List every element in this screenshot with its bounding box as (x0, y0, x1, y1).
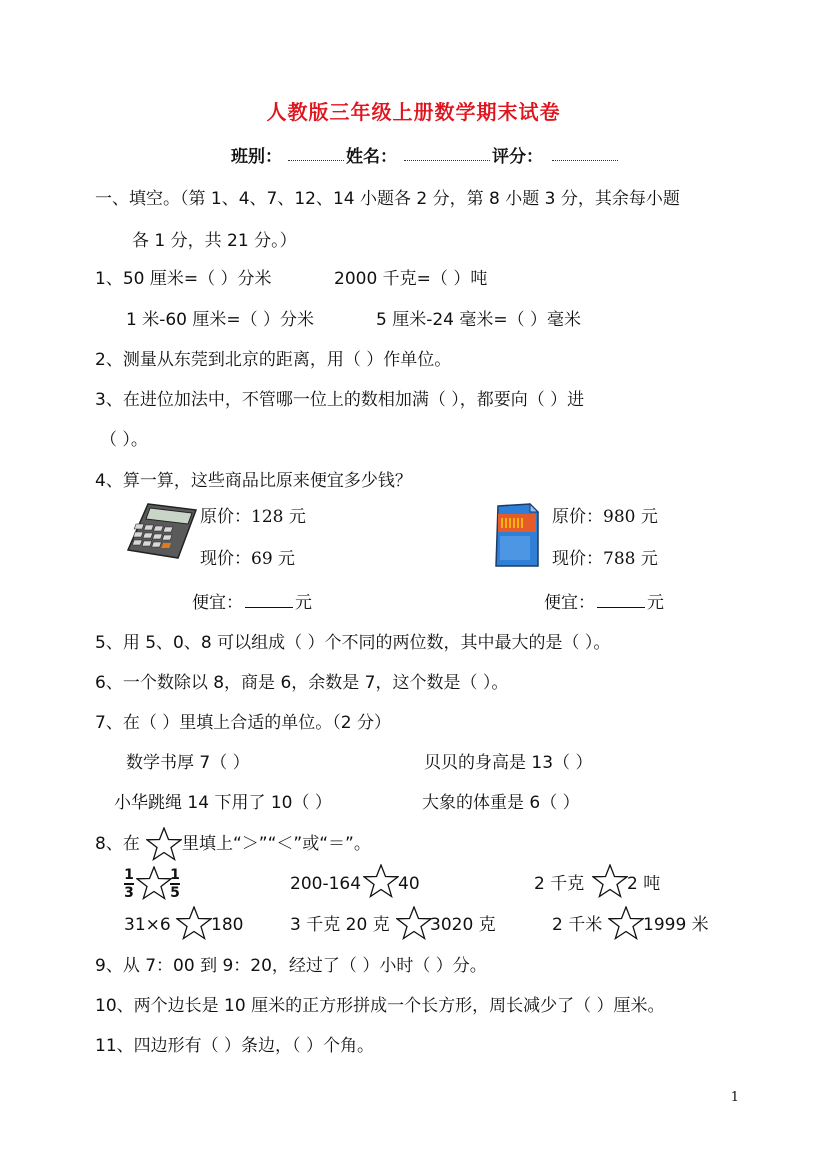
q7-part-c: 小华跳绳 14 下用了 10（ ） (114, 793, 332, 813)
section-heading: 一、填空。（第 1、4、7、12、14 小题各 2 分，第 8 小题 3 分，其余每小题 (95, 189, 680, 209)
q4-answer2-blank[interactable] (597, 593, 645, 608)
q5: 5、用 5、0、8 可以组成（ ）个不同的两位数，其中最大的是（ ）。 (95, 633, 611, 653)
fraction-2 (170, 868, 180, 900)
q11: 11、四边形有（ ）条边，（ ）个角。 (95, 1036, 374, 1056)
q1-part-c: 1 米-60 厘米=（ ）分米 (126, 310, 315, 330)
q3-line1: 3、在进位加法中，不管哪一位上的数相加满（ ），都要向（ ）进 (95, 390, 585, 410)
q4-answer1 (192, 592, 312, 614)
q10: 10、两个边长是 10 厘米的正方形拼成一个长方形，周长减少了（ ）厘米。 (95, 996, 665, 1016)
class-label: 班别： (231, 147, 282, 167)
compare-star-4[interactable] (176, 906, 212, 940)
class-field[interactable] (288, 160, 344, 161)
q8-e5-right: 3020 克 (430, 915, 496, 935)
compare-star-5[interactable] (396, 906, 432, 940)
q8-post: 里填上“＞”“＜”或“＝”。 (182, 834, 371, 854)
score-field[interactable] (552, 160, 618, 161)
compare-star-2[interactable] (363, 864, 399, 898)
q8-e5-left: 3 千克 20 克 (290, 915, 390, 935)
q4-answer2 (544, 592, 664, 614)
fraction-2-num: 1 (170, 867, 180, 883)
compare-star-6[interactable] (608, 906, 644, 940)
q6: 6、一个数除以 8，商是 6，余数是 7，这个数是（ ）。 (95, 673, 509, 693)
q8-e2-left: 200-164 (290, 874, 362, 894)
fraction-2-den: 5 (170, 885, 180, 901)
star-icon (146, 827, 182, 861)
q4-item2-now: 现价：788 元 (552, 549, 658, 569)
page-title: 人教版三年级上册数学期末试卷 (266, 100, 561, 124)
q4-item2-orig: 原价：980 元 (552, 507, 658, 527)
score-label: 评分： (492, 147, 543, 167)
q1-part-d: 5 厘米-24 毫米=（ ）毫米 (376, 310, 582, 330)
q4-prompt: 4、算一算，这些商品比原来便宜多少钱？ (95, 471, 412, 491)
name-field[interactable] (404, 160, 490, 161)
compare-star-3[interactable] (592, 864, 628, 898)
q4-answer1-blank[interactable] (245, 593, 293, 608)
page-number: 1 (730, 1090, 739, 1105)
q8-e6-right: 1999 米 (643, 915, 709, 935)
section-heading-cont: 各 1 分，共 21 分。） (132, 231, 297, 251)
cheaper-label: 便宜： (544, 593, 595, 613)
q9: 9、从 7：00 到 9：20，经过了（ ）小时（ ）分。 (95, 956, 487, 976)
q8-e3-right: 2 吨 (627, 874, 661, 894)
cheaper-label: 便宜： (192, 593, 243, 613)
rice-bag-icon (490, 500, 546, 570)
q7-part-b: 贝贝的身高是 13（ ） (424, 753, 593, 773)
cheaper-unit: 元 (647, 593, 664, 613)
q4-item1-now: 现价：69 元 (200, 549, 296, 569)
compare-star-1[interactable] (136, 866, 172, 900)
fraction-1-num: 1 (124, 867, 134, 883)
q8-e4-left: 31×6 (124, 915, 171, 935)
fraction-1-den: 3 (124, 885, 134, 901)
q1-part-a: 1、50 厘米=（ ）分米 (95, 269, 272, 289)
name-label: 姓名： (346, 147, 397, 167)
q7-part-a: 数学书厚 7（ ） (126, 753, 250, 773)
q8-e6-left: 2 千米 (552, 915, 603, 935)
calculator-icon (126, 502, 198, 560)
q8-e3-left: 2 千克 (534, 874, 585, 894)
q2: 2、测量从东莞到北京的距离，用（ ）作单位。 (95, 350, 452, 370)
q8-e4-right: 180 (211, 915, 244, 935)
q8-e2-right: 40 (398, 874, 420, 894)
q1-part-b: 2000 千克=（ ）吨 (334, 269, 488, 289)
cheaper-unit: 元 (295, 593, 312, 613)
q7-part-d: 大象的体重是 6（ ） (422, 793, 580, 813)
fraction-1 (124, 868, 134, 900)
q7-prompt: 7、在（ ）里填上合适的单位。（2 分） (95, 713, 391, 733)
q3-line2: （ ）。 (100, 430, 148, 450)
q4-item1-orig: 原价：128 元 (200, 507, 306, 527)
q8-pre: 8、在 (95, 834, 140, 854)
